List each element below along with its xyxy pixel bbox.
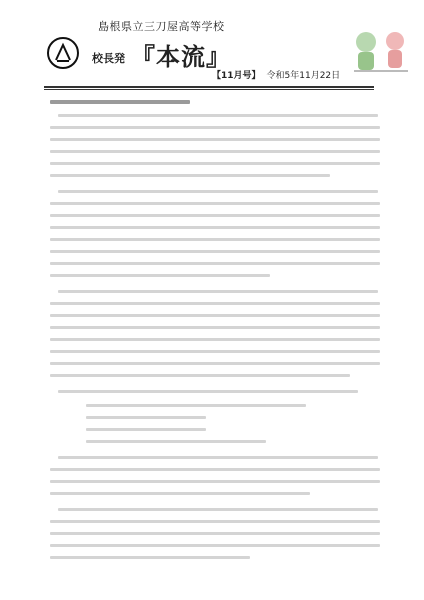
text-placeholder-line: [50, 162, 380, 165]
text-placeholder-line: [50, 492, 310, 495]
header-rule: [44, 86, 374, 88]
newsletter-title: 『本流』: [131, 42, 231, 71]
text-placeholder-line: [50, 314, 380, 317]
text-placeholder-line: [50, 326, 380, 329]
text-placeholder-line: [50, 480, 380, 483]
text-placeholder-line: [50, 126, 380, 129]
poem-placeholder-line: [86, 416, 206, 419]
text-placeholder-line: [58, 508, 378, 511]
text-placeholder-line: [50, 362, 380, 365]
text-placeholder-line: [58, 390, 358, 393]
text-placeholder-line: [50, 302, 380, 305]
text-placeholder-line: [58, 456, 378, 459]
issue-month: 【11月号】: [212, 71, 261, 81]
text-placeholder-line: [50, 338, 380, 341]
text-placeholder-line: [50, 214, 380, 217]
newsletter-body: [0, 92, 424, 600]
text-placeholder-line: [50, 350, 380, 353]
text-placeholder-line: [50, 226, 380, 229]
text-placeholder-line: [50, 556, 250, 559]
text-placeholder-line: [50, 544, 380, 547]
school-emblem-icon: [46, 36, 80, 70]
text-placeholder-line: [58, 190, 378, 193]
title-row: [92, 38, 231, 72]
text-placeholder-line: [58, 290, 378, 293]
text-placeholder-line: [58, 114, 378, 117]
mascot-icon: [346, 22, 416, 78]
poem-placeholder-line: [86, 440, 266, 443]
header-rule-thin: [44, 89, 374, 90]
text-placeholder-line: [50, 520, 380, 523]
title-label: 校長発: [92, 52, 125, 65]
newsletter-header: [0, 0, 424, 96]
issue-date-row: [212, 68, 340, 81]
text-placeholder-line: [50, 274, 270, 277]
poem-placeholder-line: [86, 428, 206, 431]
text-placeholder-line: [50, 138, 380, 141]
text-placeholder-line: [50, 202, 380, 205]
text-placeholder-line: [50, 174, 330, 177]
text-placeholder-line: [50, 374, 350, 377]
poem-placeholder-line: [86, 404, 306, 407]
text-placeholder-line: [50, 468, 380, 471]
text-placeholder-line: [50, 150, 380, 153]
section-heading-placeholder: [50, 100, 190, 104]
school-name: 島根県立三刀屋高等学校: [98, 20, 225, 33]
issue-date: 令和5年11月22日: [266, 71, 341, 81]
text-placeholder-line: [50, 262, 380, 265]
text-placeholder-line: [50, 250, 380, 253]
text-placeholder-line: [50, 238, 380, 241]
text-placeholder-line: [50, 532, 380, 535]
